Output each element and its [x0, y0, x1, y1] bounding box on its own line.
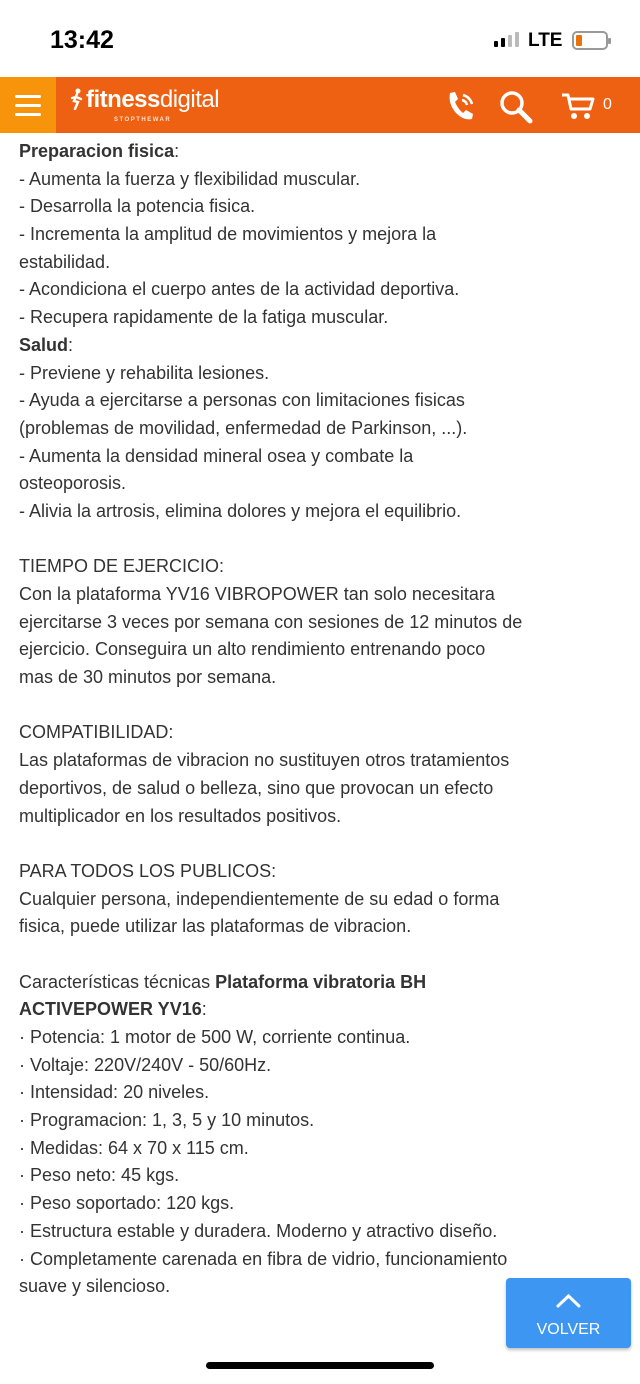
- text-line: [19, 747, 619, 775]
- text: :: [68, 334, 74, 355]
- text-line: [19, 443, 619, 471]
- text-line: [19, 913, 619, 941]
- status-bar: [0, 0, 640, 78]
- text: · Peso soportado: 120 kgs.: [19, 1193, 235, 1214]
- text-line: [19, 415, 619, 443]
- logo-bold: fitness: [86, 86, 160, 113]
- text-line: [19, 138, 619, 166]
- text-line: [19, 775, 619, 803]
- text-line: [19, 581, 619, 609]
- text: PARA TODOS LOS PUBLICOS:: [19, 860, 277, 881]
- text: estabilidad.: [19, 251, 111, 272]
- logo[interactable]: [70, 86, 219, 124]
- cart-count: 0: [603, 96, 612, 113]
- text: · Programacion: 1, 3, 5 y 10 minutos.: [19, 1110, 315, 1131]
- text-line: [19, 1218, 619, 1246]
- text-line: [19, 636, 619, 664]
- text-line: [19, 304, 619, 332]
- text: deportivos, de salud o belleza, sino que provocan un efecto: [19, 777, 494, 798]
- chevron-up-icon: [555, 1292, 582, 1308]
- text-line: [19, 221, 619, 249]
- text-line: [19, 387, 619, 415]
- status-time: 13:42: [50, 26, 114, 54]
- bold-text: ACTIVEPOWER YV16: [19, 999, 202, 1020]
- text: - Desarrolla la potencia fisica.: [19, 196, 256, 217]
- text: · Intensidad: 20 niveles.: [19, 1082, 210, 1103]
- text: · Potencia: 1 motor de 500 W, corriente continua.: [19, 1027, 411, 1047]
- text-line: [19, 1079, 619, 1107]
- bold-text: Salud: [19, 334, 69, 355]
- text-line: [19, 719, 619, 747]
- logo-tagline: STOPTHEWAR: [114, 117, 172, 123]
- volver-label: VOLVER: [536, 1321, 601, 1338]
- text-line: [19, 276, 619, 304]
- text: ejercitarse 3 veces por semana con sesiones de 12 minutos de: [19, 611, 523, 632]
- text: Cualquier persona, independientemente de su edad o forma: [19, 888, 500, 909]
- text-line: [19, 803, 619, 831]
- text-line: [19, 886, 619, 914]
- text-line: [19, 1024, 619, 1052]
- text-line: [19, 1135, 619, 1163]
- blank-line: [19, 941, 619, 969]
- text-line: [19, 969, 619, 997]
- text-line: [19, 1246, 619, 1274]
- search-icon[interactable]: [498, 89, 534, 125]
- text-line: [19, 193, 619, 221]
- text-line: [19, 470, 619, 498]
- bold-text: Plataforma vibratoria BH: [215, 971, 427, 992]
- text: Características técnicas: [19, 971, 216, 992]
- signal-icon: [494, 32, 519, 47]
- text-line: [19, 249, 619, 277]
- battery-icon: [572, 31, 608, 50]
- text: - Recupera rapidamente de la fatiga muscular.: [19, 307, 389, 328]
- text-line: [19, 166, 619, 194]
- volver-button[interactable]: [506, 1278, 631, 1348]
- text-line: [19, 1190, 619, 1218]
- text: :: [174, 141, 180, 161]
- text: · Completamente carenada en fibra de vidrio, funcionamiento: [19, 1248, 508, 1269]
- text: - Ayuda a ejercitarse a personas con limitaciones fisicas: [19, 390, 465, 411]
- bold-text: Preparacion fisica: [19, 141, 175, 161]
- text-line: [19, 553, 619, 581]
- text-line: [19, 664, 619, 692]
- text: - Alivia la artrosis, elimina dolores y mejora el equilibrio.: [19, 500, 462, 521]
- text: - Acondiciona el cuerpo antes de la actividad deportiva.: [19, 279, 460, 300]
- text: mas de 30 minutos por semana.: [19, 667, 277, 688]
- home-indicator[interactable]: [206, 1362, 434, 1369]
- text: - Incrementa la amplitud de movimientos y mejora la: [19, 224, 437, 245]
- text: - Previene y rehabilita lesiones.: [19, 362, 270, 383]
- text: · Medidas: 64 x 70 x 115 cm.: [19, 1137, 249, 1158]
- text-line: [19, 332, 619, 360]
- text: Con la plataforma YV16 VIBROPOWER tan solo necesitara: [19, 584, 495, 604]
- text-line: [19, 1107, 619, 1135]
- text: COMPATIBILIDAD:: [19, 722, 174, 743]
- text: (problemas de movilidad, enfermedad de Parkinson, ...).: [19, 417, 468, 438]
- text: ejercicio. Conseguira un alto rendimiento entrenando poco: [19, 639, 486, 660]
- text: - Aumenta la densidad mineral osea y combate la: [19, 445, 414, 466]
- blank-line: [19, 692, 619, 720]
- text-line: [19, 858, 619, 886]
- text-line: [19, 498, 619, 526]
- logo-regular: digital: [159, 86, 220, 113]
- text: · Voltaje: 220V/240V - 50/60Hz.: [19, 1054, 272, 1075]
- text: multiplicador en los resultados positivos.: [19, 805, 342, 826]
- text-line: [19, 360, 619, 388]
- text-line: [19, 1052, 619, 1080]
- phone-icon[interactable]: [444, 89, 478, 123]
- menu-button[interactable]: [0, 77, 56, 133]
- text: suave y silencioso.: [19, 1276, 171, 1297]
- cart-icon[interactable]: [560, 91, 598, 121]
- text-line: [19, 609, 619, 637]
- network-label: LTE: [528, 30, 563, 51]
- text: fisica, puede utilizar las plataformas de vibracion.: [19, 916, 412, 937]
- text: :: [201, 999, 207, 1020]
- text-line: [19, 1162, 619, 1190]
- text: Las plataformas de vibracion no sustituyen otros tratamientos: [19, 750, 510, 771]
- text: TIEMPO DE EJERCICIO:: [19, 556, 225, 577]
- text: - Aumenta la fuerza y flexibilidad muscular.: [19, 168, 361, 189]
- text: · Peso neto: 45 kgs.: [19, 1165, 180, 1186]
- text: osteoporosis.: [19, 473, 127, 494]
- blank-line: [19, 830, 619, 858]
- text: · Estructura estable y duradera. Moderno y atractivo diseño.: [19, 1220, 498, 1241]
- site-header: [0, 77, 640, 133]
- text-line: [19, 996, 619, 1024]
- runner-icon: [70, 88, 84, 110]
- blank-line: [19, 526, 619, 554]
- product-description: [19, 138, 619, 1301]
